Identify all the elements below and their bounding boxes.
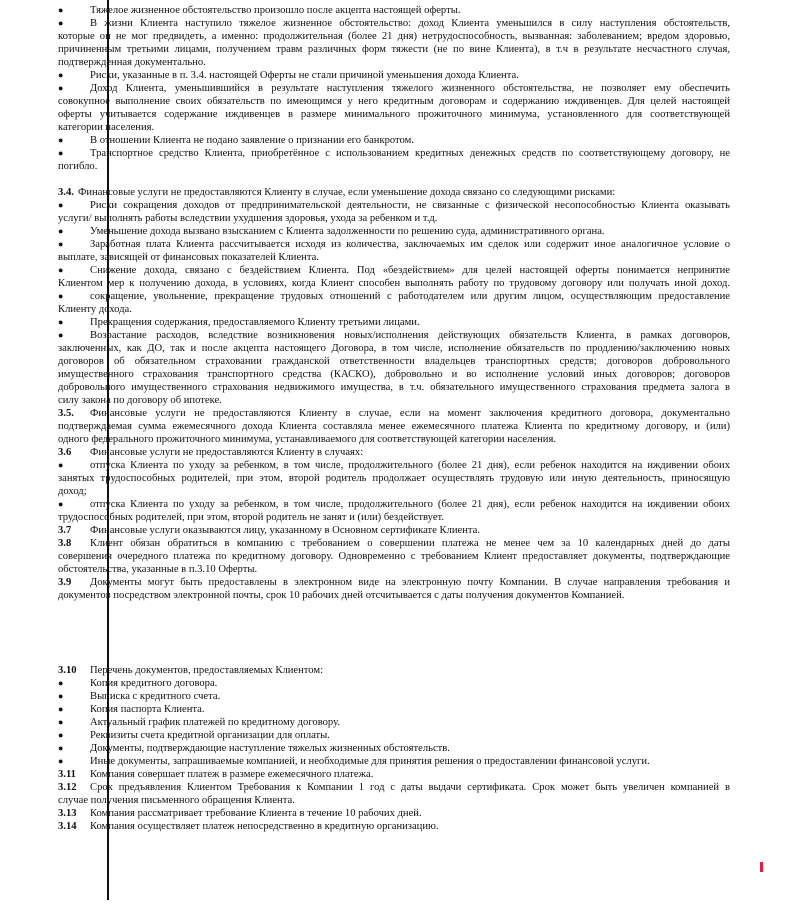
text-line: доход; xyxy=(58,486,87,497)
bullet-icon: ● xyxy=(58,678,64,688)
text-line: отпуска Клиента по уходу за ребенком, в том числе, продолжительного (более 21 дня), если ребенок находится на иждивении обоих xyxy=(90,460,730,471)
bullet-icon: ● xyxy=(58,756,64,766)
clause-number: 3.6 xyxy=(58,447,72,458)
text-line: Документы могут быть предоставлены в электронном виде на электронную почту Компании. В случае направления требования и xyxy=(90,577,730,588)
text-line: Реквизиты счета кредитной организации для оплаты. xyxy=(90,730,330,741)
text-line: В жизни Клиента наступило тяжелое жизненное обстоятельство: доход Клиента уменьшился в силу наступления обстоятельств, xyxy=(90,18,730,29)
text-line: силу закона по договору об ипотеке. xyxy=(58,395,222,406)
bullet-icon: ● xyxy=(58,18,64,28)
clause-number: 3.13 xyxy=(58,808,77,819)
text-line: договоров об обязательном страховании гражданской ответственности владельцев транспортных средств; договоров добровольного xyxy=(58,356,730,367)
text-line: Актуальный график платежей по кредитному договору. xyxy=(90,717,340,728)
text-line: Копия паспорта Клиента. xyxy=(90,704,205,715)
text-line: Срок предъявления Клиентом Требования к Компании 1 год с даты выдачи сертификата. Срок может быть увеличен компанией в xyxy=(90,782,730,793)
text-line: добровольного имущественного страхования недвижимого имущества, в т.ч. обязательного имущественного страхования предмета залога в xyxy=(58,382,730,393)
text-line: трудоспособных родителей, при этом, второй родитель не занят и (или) бездействует. xyxy=(58,512,445,523)
bullet-icon: ● xyxy=(58,200,64,210)
text-line: Иные документы, запрашиваемые компанией, и необходимые для принятия решения о предоставлении финансовой услуги. xyxy=(90,756,650,767)
text-line: занятых трудоспособных родителей, при этом, второй родитель продолжает осуществлять трудовую или иную деятельность, приносящую xyxy=(58,473,730,484)
bullet-icon: ● xyxy=(58,717,64,727)
text-line: одного федерального прожиточного минимума, устанавливаемого для соответствующей категории населения. xyxy=(58,434,556,445)
clause-number: 3.4. xyxy=(58,187,74,198)
text-line: Перечень документов, предоставляемых Клиентом: xyxy=(90,665,324,676)
clause-number: 3.7 xyxy=(58,525,72,536)
text-line: категории населения. xyxy=(58,122,155,133)
text-line: оферты учитывается содержание иждивенцев в размере минимального прожиточного минимума, установленного для соответствующей xyxy=(58,109,730,120)
bullet-icon: ● xyxy=(58,83,64,93)
bullet-icon: ● xyxy=(58,330,64,340)
text-line: В отношении Клиента не подано заявление о признании его банкротом. xyxy=(90,135,414,146)
text-line: Копия кредитного договора. xyxy=(90,678,218,689)
bullet-icon: ● xyxy=(58,148,64,158)
bullet-icon: ● xyxy=(58,691,64,701)
clause-number: 3.14 xyxy=(58,821,77,832)
bullet-icon: ● xyxy=(58,5,64,15)
bullet-icon: ● xyxy=(58,239,64,249)
text-line: Финансовые услуги не предоставляются Клиенту в случае, если на момент заключения кредитного договора, документально xyxy=(90,408,730,419)
text-line: подтверждаемая сумма ежемесячного дохода Клиента составляла менее ежемесячного платежа Клиента по кредитному договору, и (или) xyxy=(58,421,730,432)
text-line: Компания осуществляет платеж непосредственно в кредитную организацию. xyxy=(90,821,439,832)
bullet-icon: ● xyxy=(58,730,64,740)
clause-number: 3.9 xyxy=(58,577,72,588)
clause-number: 3.8 xyxy=(58,538,72,549)
text-line: Финансовые услуги не предоставляются Клиенту в случае, если уменьшение дохода связано со следующими рисками: xyxy=(78,187,616,198)
bullet-icon: ● xyxy=(58,317,64,327)
text-line: подтвержденная документально. xyxy=(58,57,206,68)
bullet-icon: ● xyxy=(58,499,64,509)
bullet-icon: ● xyxy=(58,704,64,714)
text-line: Финансовые услуги оказываются лицу, указанному в Основном сертификате Клиента. xyxy=(90,525,481,536)
red-margin-mark xyxy=(760,862,763,872)
text-line: совершения очередного платежа по кредитному договору. Одновременно с требованием Клиент предоставляет документы, подтверждающие xyxy=(58,551,730,562)
text-line: Доход Клиента, уменьшившийся в результате наступления тяжелого жизненного обстоятельства, не позволяет ему обеспечить xyxy=(90,83,730,94)
text-line: случае получения письменного обращения Клиента. xyxy=(58,795,295,806)
bullet-icon: ● xyxy=(58,291,64,301)
text-line: которые он не мог предвидеть, а именно: продолжительная (более 21 дня) нетрудоспособность, вызванная: заболеванием; вредом здоровью, xyxy=(58,31,730,42)
clause-number: 3.11 xyxy=(58,769,76,780)
bullet-icon: ● xyxy=(58,460,64,470)
clause-number: 3.5. xyxy=(58,408,74,419)
text-line: Компания совершает платеж в размере ежемесячного платежа. xyxy=(90,769,374,780)
text-line: Риски сокращения доходов от предпринимательской деятельности, не связанные с физической несопособностью Клиента оказывать xyxy=(90,200,730,211)
clause-number: 3.10 xyxy=(58,665,77,676)
text-line: Компания рассматривает требование Клиента в течение 10 рабочих дней. xyxy=(90,808,422,819)
text-line: Прекращения содержания, предоставляемого Клиенту третьими лицами. xyxy=(90,317,420,328)
text-line: Клиенту дохода. xyxy=(58,304,132,315)
bullet-icon: ● xyxy=(58,743,64,753)
text-line: Транспортное средство Клиента, приобретённое с использованием кредитных денежных средств по соответствующему договору, не xyxy=(90,148,730,159)
text-line: Снижение дохода, связано с бездействием Клиента. Под «бездействием» для целей настоящей оферты понимается непринятие xyxy=(90,265,730,276)
bullet-icon: ● xyxy=(58,135,64,145)
text-line: обстоятельства, указанные в п.3.10 Оферты. xyxy=(58,564,258,575)
text-line: имущественного страхования транспортного средства (КАСКО), добровольно и во исполнение условий иных договоров; договоров xyxy=(58,369,730,380)
text-line: причиненным третьими лицами, получением травм различных форм тяжести (не по вине Клиента), в т.ч в результате несчастного случая, xyxy=(58,44,730,55)
bullet-icon: ● xyxy=(58,265,64,275)
text-line: Финансовые услуги не предоставляются Клиенту в случаях: xyxy=(90,447,364,458)
text-line: Возрастание расходов, вследствие возникновения новых/исполнения действующих обязательств Клиента, в рамках договоров, xyxy=(90,330,730,341)
text-line: заключенных, как ДО, так и после акцепта настоящего Договора, в том числе, исполнение обязательств по продлению/заключению новых xyxy=(58,343,730,354)
text-line: Риски, указанные в п. 3.4. настоящей Оферты не стали причиной уменьшения дохода Клиента. xyxy=(90,70,519,81)
text-line: погибло. xyxy=(58,161,98,172)
text-line: Клиент обязан обратиться в компанию с требованием о совершении платежа не менее чем за 10 календарных дней до даты xyxy=(90,538,730,549)
text-line: Выписка с кредитного счета. xyxy=(90,691,221,702)
text-line: Клиентом мер к получению дохода, в условиях, когда Клиент способен выполнять работу по трудовому договору или получать иной доход. xyxy=(58,278,730,289)
text-line: Тяжелое жизненное обстоятельство произошло после акцепта настоящей оферты. xyxy=(90,5,461,16)
text-line: Уменьшение дохода вызвано взысканием с Клиента задолженности по решению суда, административного органа. xyxy=(90,226,605,237)
text-line: сокращение, увольнение, прекращение трудовых отношений с работодателем или другим лицом, осуществляющим предоставление xyxy=(90,291,730,302)
text-line: совокупное выполнение своих обязательств по имеющимся у него кредитным договорам и содержанию иждивенцев. Для целей настоящей xyxy=(58,96,730,107)
text-line: выплате, зависящей от финансовых показателей Клиента. xyxy=(58,252,319,263)
text-line: Заработная плата Клиента рассчитывается исходя из количества, заключаемых им сделок или содержит иное аналогичное условие о xyxy=(90,239,730,250)
clause-number: 3.12 xyxy=(58,782,77,793)
text-line: отпуска Клиента по уходу за ребенком, в том числе, продолжительного (более 21 дня), если ребенок находится на иждивении обоих xyxy=(90,499,730,510)
bullet-icon: ● xyxy=(58,70,64,80)
text-line: Документы, подтверждающие наступление тяжелых жизненных обстоятельств. xyxy=(90,743,450,754)
text-line: документов посредством электронной почты, срок 10 рабочих дней отсчитывается с даты получения документов Компанией. xyxy=(58,590,625,601)
bullet-icon: ● xyxy=(58,226,64,236)
text-line: услуги/ выполнять работы вследствии ухудшения здоровья, ухода за ребенком и т.д. xyxy=(58,213,438,224)
